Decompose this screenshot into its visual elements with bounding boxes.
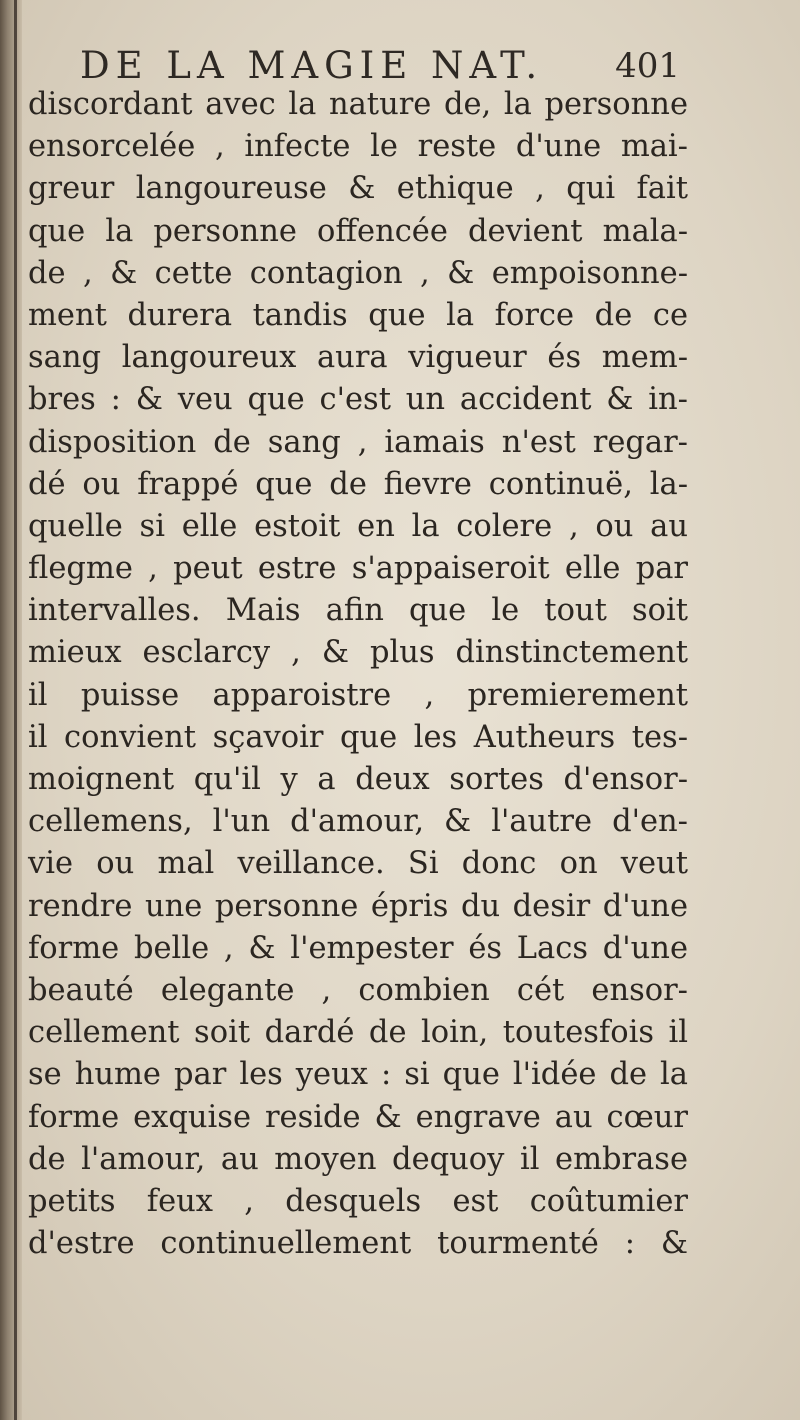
text-line: il puisse apparoistre , premierement bbox=[28, 677, 688, 713]
text-line: cellemens, l'un d'amour, & l'autre d'en- bbox=[28, 804, 688, 840]
text-line: bres : & veu que c'est un accident & in- bbox=[28, 382, 688, 418]
text-line: il convient sçavoir que les Autheurs tes- bbox=[28, 719, 688, 755]
text-line: ensorcelée , infecte le reste d'une mai- bbox=[28, 129, 688, 165]
text-line: vie ou mal veillance. Si donc on veut bbox=[28, 846, 688, 882]
body-text bbox=[28, 84, 688, 1265]
text-line: de , & cette contagion , & empoisonne- bbox=[28, 255, 688, 291]
text-line: intervalles. Mais afin que le tout soit bbox=[28, 593, 688, 629]
text-line: beauté elegante , combien cét ensor- bbox=[28, 972, 688, 1008]
text-line: petits feux , desquels est coûtumier bbox=[28, 1183, 688, 1219]
text-line: forme belle , & l'empester és Lacs d'une bbox=[28, 930, 688, 966]
text-line: disposition de sang , iamais n'est regar- bbox=[28, 424, 688, 460]
gutter-shadow-line bbox=[14, 0, 17, 1420]
text-line: quelle si elle estoit en la colere , ou au bbox=[28, 508, 688, 544]
text-line: discordant avec la nature de, la personne bbox=[28, 87, 688, 122]
text-line: que la personne offencée devient mala- bbox=[28, 213, 688, 249]
text-line: mieux esclarcy , & plus dinstinctement bbox=[28, 635, 688, 671]
text-line: flegme , peut estre s'appaiseroit elle par bbox=[28, 551, 688, 587]
text-line: d'estre continuellement tourmenté : & bbox=[28, 1226, 688, 1262]
text-line: se hume par les yeux : si que l'idée de la bbox=[28, 1057, 688, 1093]
text-line: greur langoureuse & ethique , qui fait bbox=[28, 171, 688, 207]
text-line: forme exquise reside & engrave au cœur bbox=[28, 1099, 688, 1135]
running-head: DE LA MAGIE NAT. bbox=[80, 44, 544, 87]
text-line: sang langoureux aura vigueur és mem- bbox=[28, 340, 688, 376]
page-number: 401 bbox=[615, 46, 680, 86]
text-line: de l'amour, au moyen dequoy il embrase bbox=[28, 1141, 688, 1177]
text-line: moignent qu'il y a deux sortes d'ensor- bbox=[28, 762, 688, 797]
text-line: cellement soit dardé de loin, toutesfois il bbox=[28, 1015, 688, 1051]
text-line: ment durera tandis que la force de ce bbox=[28, 297, 688, 333]
text-line: dé ou frappé que de fievre continuë, la- bbox=[28, 466, 688, 502]
book-gutter bbox=[0, 0, 22, 1420]
text-line: rendre une personne épris du desir d'une bbox=[28, 888, 688, 924]
